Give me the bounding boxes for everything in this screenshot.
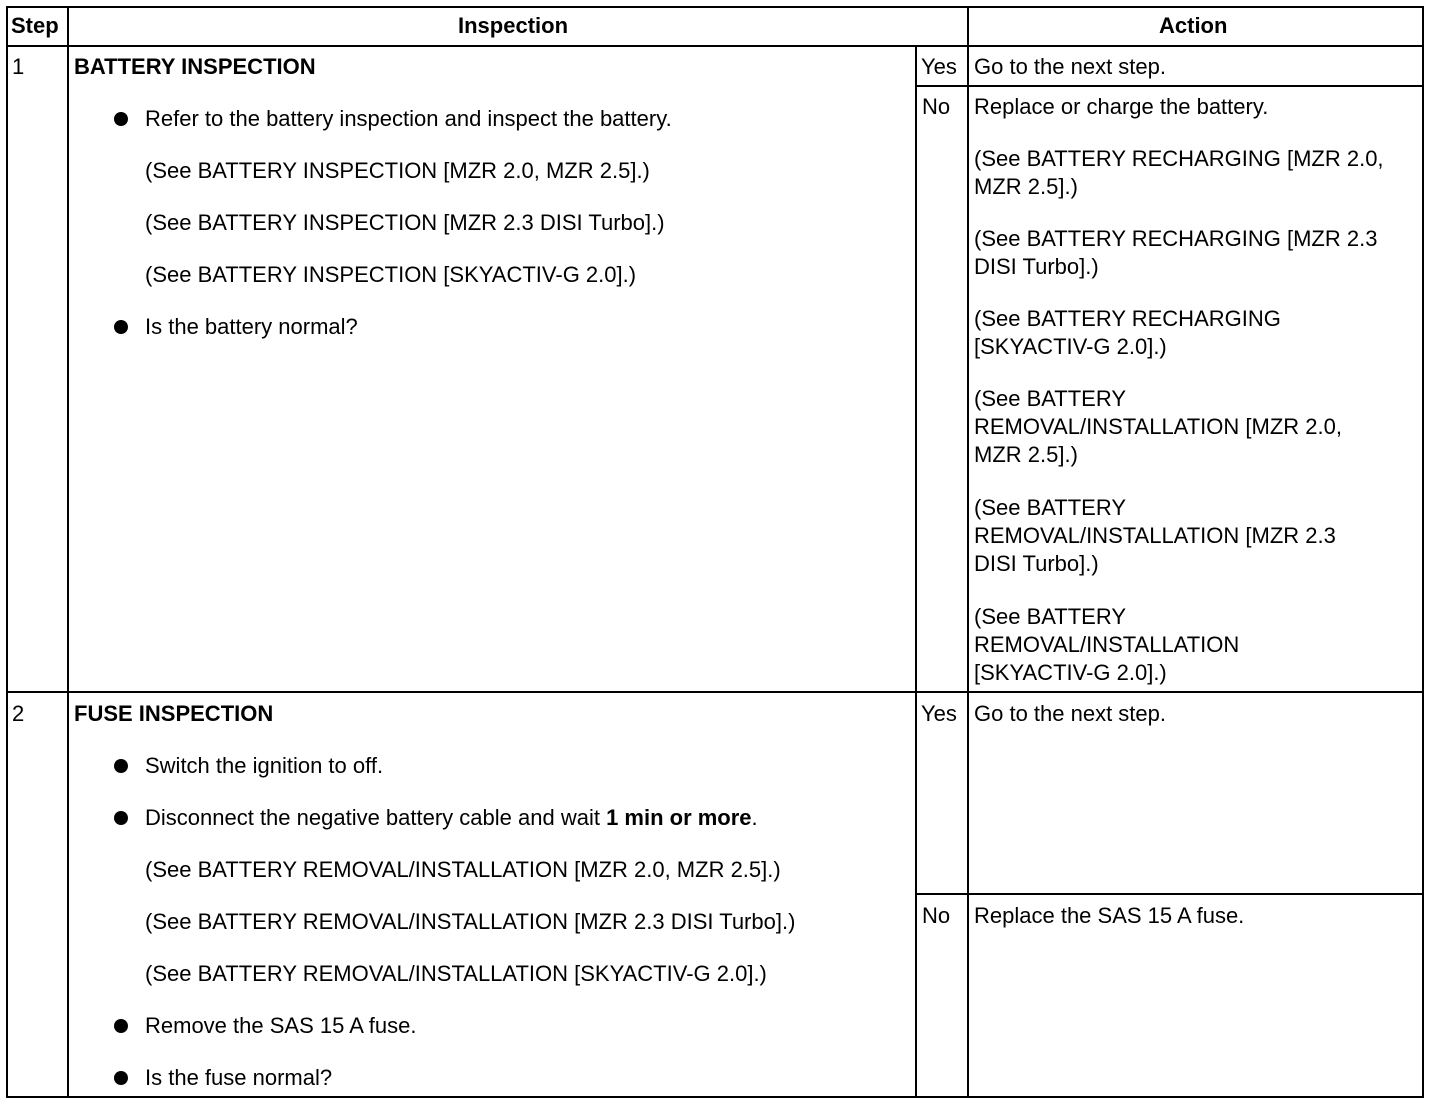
- bullet: [114, 1019, 128, 1033]
- wait-time: 1 min or more: [606, 805, 752, 830]
- no-action-line: (See BATTERY RECHARGING: [974, 306, 1281, 331]
- inspection-line: Is the battery normal?: [145, 314, 358, 339]
- inspection-text-end: .: [751, 805, 758, 830]
- bullet: [114, 1071, 128, 1085]
- header-step: Step: [11, 13, 59, 38]
- no-action-line: MZR 2.5].): [974, 442, 1078, 467]
- col-divider-action: [967, 6, 969, 1098]
- inspection-line: Remove the SAS 15 A fuse.: [145, 1013, 417, 1038]
- yes-label: Yes: [921, 701, 957, 726]
- col-divider-yesno: [915, 46, 917, 1098]
- no-action-line: [SKYACTIV-G 2.0].): [974, 660, 1167, 685]
- col-divider-step: [67, 6, 69, 1098]
- no-action-line: MZR 2.5].): [974, 174, 1078, 199]
- row2-yes-no-divider: [915, 893, 1424, 895]
- yes-action: Go to the next step.: [974, 54, 1167, 79]
- inspection-line: (See BATTERY REMOVAL/INSTALLATION [SKYACTIV-G 2.0].): [145, 961, 767, 986]
- no-action-line: DISI Turbo].): [974, 551, 1099, 576]
- inspection-line: (See BATTERY REMOVAL/INSTALLATION [MZR 2.3 DISI Turbo].): [145, 909, 796, 934]
- header-divider: [6, 45, 1424, 47]
- no-label: No: [922, 903, 951, 928]
- no-action-line: DISI Turbo].): [974, 254, 1099, 279]
- row-divider: [6, 691, 1424, 693]
- inspection-line: Is the fuse normal?: [145, 1065, 333, 1090]
- no-action-line: REMOVAL/INSTALLATION: [974, 632, 1240, 657]
- no-action-line: (See BATTERY RECHARGING [MZR 2.0,: [974, 146, 1384, 171]
- inspection-line: (See BATTERY INSPECTION [MZR 2.0, MZR 2.5].): [145, 158, 650, 183]
- no-action-line: (See BATTERY: [974, 495, 1127, 520]
- bullet: [114, 811, 128, 825]
- step-number: 1: [12, 54, 25, 79]
- no-action-line: (See BATTERY RECHARGING [MZR 2.3: [974, 226, 1378, 251]
- inspection-line: [145, 804, 758, 832]
- no-action-line: REMOVAL/INSTALLATION [MZR 2.3: [974, 523, 1336, 548]
- no-action-line: Replace or charge the battery.: [974, 94, 1269, 119]
- inspection-line: (See BATTERY REMOVAL/INSTALLATION [MZR 2.0, MZR 2.5].): [145, 857, 781, 882]
- bullet: [114, 112, 128, 126]
- row1-yes-no-divider: [915, 85, 1424, 87]
- bullet: [114, 759, 128, 773]
- step-title: FUSE INSPECTION: [74, 701, 274, 726]
- yes-action: Go to the next step.: [974, 701, 1167, 726]
- inspection-line: (See BATTERY INSPECTION [MZR 2.3 DISI Turbo].): [145, 210, 665, 235]
- no-action: Replace the SAS 15 A fuse.: [974, 903, 1245, 928]
- step-title: BATTERY INSPECTION: [74, 54, 316, 79]
- inspection-text: Disconnect the negative battery cable and wait: [145, 805, 607, 830]
- inspection-line: Refer to the battery inspection and inspect the battery.: [145, 106, 672, 131]
- no-action-line: REMOVAL/INSTALLATION [MZR 2.0,: [974, 414, 1342, 439]
- inspection-line: Switch the ignition to off.: [145, 753, 384, 778]
- no-action-line: (See BATTERY: [974, 604, 1127, 629]
- header-inspection: Inspection: [458, 13, 569, 38]
- no-action-line: (See BATTERY: [974, 386, 1127, 411]
- yes-label: Yes: [921, 54, 957, 79]
- inspection-line: (See BATTERY INSPECTION [SKYACTIV-G 2.0].): [145, 262, 637, 287]
- no-label: No: [922, 94, 951, 119]
- header-action: Action: [1159, 13, 1228, 38]
- bullet: [114, 320, 128, 334]
- no-action-line: [SKYACTIV-G 2.0].): [974, 334, 1167, 359]
- step-number: 2: [12, 701, 25, 726]
